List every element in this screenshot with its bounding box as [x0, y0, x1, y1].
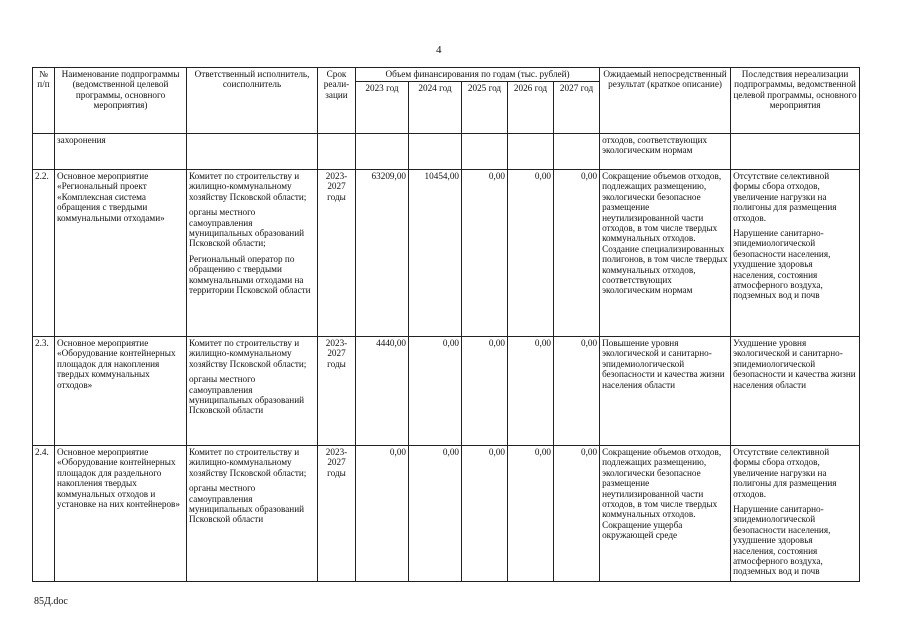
consequence-entry: Отсутствие селективной формы сбора отходов, увеличение нагрузки на полигоны для размещения отходов.	[733, 447, 837, 499]
value-2024: 0,00	[409, 446, 462, 582]
header-year: 2023 год	[356, 82, 409, 134]
row-name: Основное мероприятие «Оборудование контейнерных площадок для раздельного накопления твердых коммунальных отходов и установке на них контейнеров»	[55, 446, 187, 582]
continuation-result: отходов, соответствующих экологическим нормам	[600, 134, 731, 170]
header-result: Ожидаемый непосредственный результат (краткое описание)	[600, 68, 731, 134]
header-year: 2025 год	[462, 82, 508, 134]
value-2025: 0,00	[462, 446, 508, 582]
document-filename: 85Д.doc	[34, 596, 68, 607]
header-executor: Ответственный исполнитель, соисполнитель	[187, 68, 318, 134]
row-number: 2.2.	[33, 170, 55, 337]
consequence-entry: Нарушение санитарно-эпидемиологической безопасности населения, ухудшение здоровья населения, состояния атмосферного воздуха, подземных вод и почв	[733, 228, 831, 301]
table-row	[33, 337, 860, 446]
executor-entry: Комитет по строительству и жилищно-коммунальному хозяйству Псковской области;	[189, 447, 307, 478]
consequence-entry: Отсутствие селективной формы сбора отходов, увеличение нагрузки на полигоны для размещения отходов.	[733, 171, 837, 223]
row-name: Основное мероприятие «Региональный проект «Комплексная система обращения с твердыми коммунальными отходами»	[55, 170, 187, 337]
executor-entry: органы местного самоуправления муниципальных образований Псковской области;	[189, 207, 305, 249]
executor-entry: органы местного самоуправления муниципальных образований Псковской области	[189, 483, 305, 525]
table-row	[33, 446, 860, 582]
table-row	[33, 170, 860, 337]
continuation-row	[33, 134, 860, 170]
value-2023: 4440,00	[356, 337, 409, 446]
value-2026: 0,00	[508, 170, 554, 337]
continuation-name: захоронения	[55, 134, 187, 170]
executor-entry: Комитет по строительству и жилищно-коммунальному хозяйству Псковской области;	[189, 338, 307, 369]
value-2025: 0,00	[462, 170, 508, 337]
value-2027: 0,00	[554, 170, 600, 337]
row-number: 2.3.	[33, 337, 55, 446]
page-number: 4	[436, 44, 442, 56]
value-2027: 0,00	[554, 446, 600, 582]
value-2027: 0,00	[554, 337, 600, 446]
row-number: 2.4.	[33, 446, 55, 582]
value-2024: 10454,00	[409, 170, 462, 337]
row-consequences	[731, 446, 860, 582]
row-term: 2023-2027 годы	[318, 337, 356, 446]
row-result: Сокращение объемов отходов, подлежащих размещению, экологически безопасное размещение неутилизированной части отходов, в том числе твердых коммунальных отходов. Создание специализированных полигонов, в том числе твердых коммунальных отходов, соответствующих экологическим нормам	[600, 170, 731, 337]
row-executor	[187, 337, 318, 446]
header-consequences: Последствия нереализации подпрограммы, ведомственной целевой программы, основного мероприятия	[731, 68, 860, 134]
header-num: № п/п	[33, 68, 55, 134]
header-funding: Объем финансирования по годам (тыс. рублей)	[356, 68, 600, 82]
row-term: 2023-2027 годы	[318, 446, 356, 582]
program-table	[32, 67, 860, 582]
value-2024: 0,00	[409, 337, 462, 446]
executor-entry: Комитет по строительству и жилищно-коммунальному хозяйству Псковской области;	[189, 171, 307, 202]
header-year: 2027 год	[554, 82, 600, 134]
header-year: 2024 год	[409, 82, 462, 134]
executor-entry: органы местного самоуправления муниципальных образований Псковской области	[189, 374, 305, 416]
value-2026: 0,00	[508, 337, 554, 446]
executor-entry: Региональный оператор по обращению с твердыми коммунальными отходами на территории Псковской области	[189, 253, 311, 296]
consequence-entry: Ухудшение уровня экологической и санитарно-эпидемиологической безопасности и качества жизни населения области	[733, 338, 856, 390]
row-result: Повышение уровня экологической и санитарно-эпидемиологической безопасности и качества жизни населения области	[600, 337, 731, 446]
row-result: Сокращение объемов отходов, подлежащих размещению, экологически безопасное размещение неутилизированной части отходов, в том числе твердых коммунальных отходов. Сокращение ущерба окружающей среде	[600, 446, 731, 582]
header-name: Наименование подпрограммы (ведомственной целевой программы, основного мероприятия)	[55, 68, 187, 134]
row-executor	[187, 170, 318, 337]
header-year: 2026 год	[508, 82, 554, 134]
row-consequences	[731, 337, 860, 446]
header-term: Срок реали-зации	[318, 68, 356, 134]
row-name: Основное мероприятие «Оборудование контейнерных площадок для накопления твердых коммунальных отходов»	[55, 337, 187, 446]
value-2026: 0,00	[508, 446, 554, 582]
value-2023: 0,00	[356, 446, 409, 582]
value-2025: 0,00	[462, 337, 508, 446]
row-consequences	[731, 170, 860, 337]
row-executor	[187, 446, 318, 582]
row-term: 2023-2027 годы	[318, 170, 356, 337]
consequence-entry: Нарушение санитарно-эпидемиологической безопасности населения, ухудшение здоровья населения, состояния атмосферного воздуха, подземных вод и почв	[733, 504, 831, 577]
value-2023: 63209,00	[356, 170, 409, 337]
